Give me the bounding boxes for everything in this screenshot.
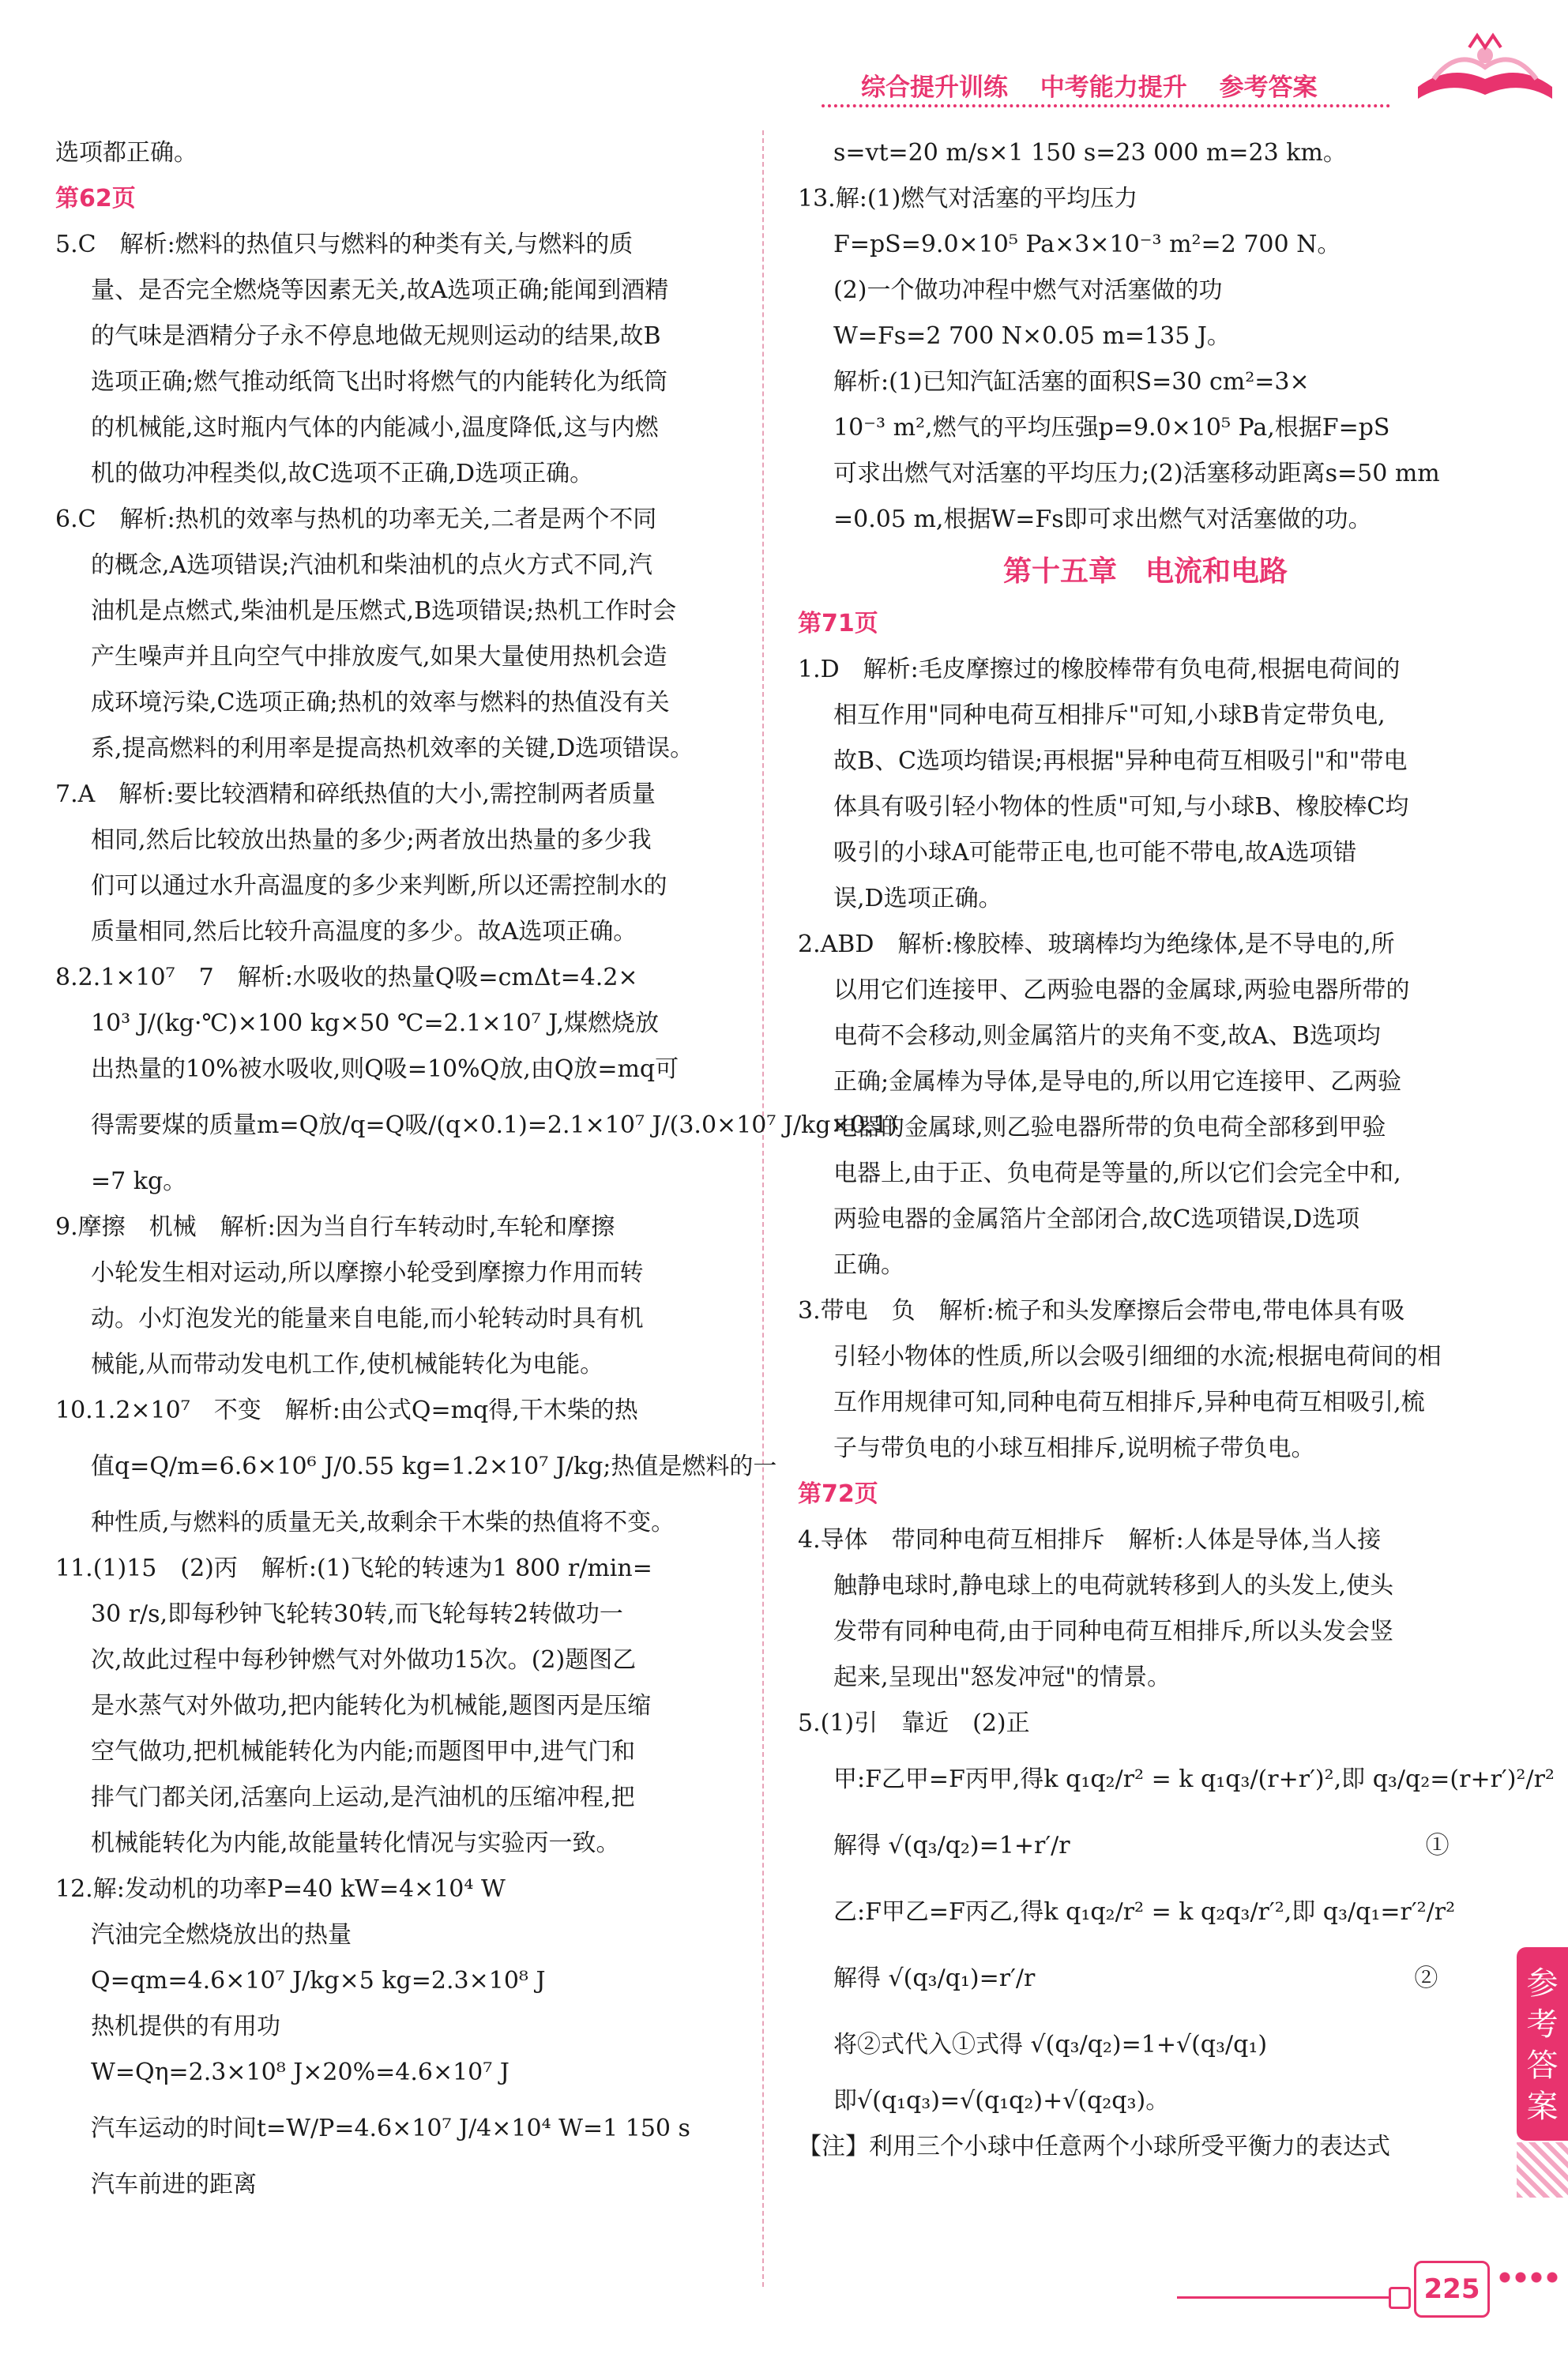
- text-line: 起来,呈现出"怒发冲冠"的情景。: [833, 1664, 1171, 1691]
- text-line: 10⁻³ m²,燃气的平均压强p=9.0×10⁵ Pa,根据F=pS: [833, 414, 1390, 442]
- text-line: 相互作用"同种电荷互相排斥"可知,小球B肯定带负电,: [833, 701, 1386, 729]
- formula-line: 甲:F乙甲=F丙甲,得k q₁q₂/r² = k q₁q₃/(r+r′)²,即 q₃/q₂=(r+r′)²/r²: [833, 1765, 1555, 1793]
- text-line: 排气门都关闭,活塞向上运动,是汽油机的压缩冲程,把: [91, 1784, 635, 1811]
- text-line: 是水蒸气对外做功,把内能转化为机械能,题图丙是压缩: [91, 1692, 652, 1720]
- answer-line: 13.解:(1)燃气对活塞的平均压力: [798, 185, 1138, 212]
- text-line: 误,D选项正确。: [833, 885, 1002, 912]
- side-decoration: [1517, 2142, 1568, 2198]
- answer-line: 10.1.2×10⁷ 不变 解析:由公式Q=mq得,干木柴的热: [55, 1397, 638, 1424]
- formula-line: 将②式代入①式得 √(q₃/q₂)=1+√(q₃/q₁): [833, 2031, 1268, 2059]
- text-line: 选项都正确。: [55, 139, 197, 167]
- header-divider: [822, 104, 1390, 107]
- answer-line: 7.A 解析:要比较酒精和碎纸热值的大小,需控制两者质量: [55, 780, 656, 808]
- text-line: 选项正确;燃气推动纸筒飞出时将燃气的内能转化为纸筒: [91, 368, 668, 396]
- text-line: 油机是点燃式,柴油机是压燃式,B选项错误;热机工作时会: [91, 597, 677, 625]
- answer-line: 1.D 解析:毛皮摩擦过的橡胶棒带有负电荷,根据电荷间的: [798, 656, 1401, 683]
- book-logo-icon: [1402, 32, 1568, 111]
- text-line: 以用它们连接甲、乙两验电器的金属球,两验电器所带的: [833, 976, 1410, 1004]
- note-line: 【注】利用三个小球中任意两个小球所受平衡力的表达式: [798, 2133, 1390, 2160]
- text-line: 空气做功,把机械能转化为内能;而题图甲中,进气门和: [91, 1738, 636, 1765]
- text-line: 成环境污染,C选项正确;热机的效率与燃料的热值没有关: [91, 689, 670, 716]
- footer-square-icon: [1389, 2287, 1411, 2309]
- formula-line: 解得 √(q₃/q₁)=r′/r ②: [833, 1965, 1438, 1992]
- header-item: 综合提升训练: [861, 73, 1008, 102]
- text-line: 质量相同,然后比较升高温度的多少。故A选项正确。: [91, 918, 637, 946]
- header-title: [861, 67, 1341, 103]
- page-heading: 第62页: [55, 185, 136, 212]
- text-line: 机械能转化为内能,故能量转化情况与实验丙一致。: [91, 1829, 620, 1857]
- formula-line: 乙:F甲乙=F丙乙,得k q₁q₂/r² = k q₂q₃/r′²,即 q₃/q₁=r′²/r²: [833, 1898, 1456, 1926]
- answer-line: 9.摩擦 机械 解析:因为当自行车转动时,车轮和摩擦: [55, 1213, 615, 1241]
- text-line: 引轻小物体的性质,所以会吸引细细的水流;根据电荷间的相: [833, 1343, 1442, 1371]
- text-line: 故B、C选项均错误;再根据"异种电荷互相吸引"和"带电: [833, 747, 1408, 775]
- answer-line: 4.导体 带同种电荷互相排斥 解析:人体是导体,当人接: [798, 1526, 1382, 1554]
- answer-line: 12.解:发动机的功率P=40 kW=4×10⁴ W: [55, 1875, 506, 1903]
- text-line: 电荷不会移动,则金属箔片的夹角不变,故A、B选项均: [833, 1022, 1381, 1050]
- text-line: 汽车前进的距离: [91, 2171, 257, 2198]
- text-line: 机的做功冲程类似,故C选项不正确,D选项正确。: [91, 460, 594, 487]
- answer-line: 11.(1)15 (2)丙 解析:(1)飞轮的转速为1 800 r/min=: [55, 1555, 652, 1582]
- text-line: W=Fs=2 700 N×0.05 m=135 J。: [833, 322, 1231, 350]
- text-line: 械能,从而带动发电机工作,使机械能转化为电能。: [91, 1351, 604, 1378]
- text-line: 动。小灯泡发光的能量来自电能,而小轮转动时具有机: [91, 1305, 644, 1333]
- text-line: 发带有同种电荷,由于同种电荷互相排斥,所以头发会竖: [833, 1618, 1394, 1645]
- formula-line: 汽车运动的时间t=W/P=4.6×10⁷ J/4×10⁴ W=1 150 s: [91, 2115, 690, 2142]
- text-line: 30 r/s,即每秒钟飞轮转30转,而飞轮每转2转做功一: [91, 1600, 623, 1628]
- side-tab-label: 参考答案: [1526, 1965, 1559, 2125]
- text-line: Q=qm=4.6×10⁷ J/kg×5 kg=2.3×10⁸ J: [91, 1967, 546, 1995]
- text-line: 量、是否完全燃烧等因素无关,故A选项正确;能闻到酒精: [91, 276, 669, 304]
- page-heading: 第72页: [798, 1480, 878, 1508]
- answer-line: 3.带电 负 解析:梳子和头发摩擦后会带电,带电体具有吸: [798, 1297, 1405, 1325]
- text-line: 体具有吸引轻小物体的性质"可知,与小球B、橡胶棒C均: [833, 793, 1409, 821]
- text-line: 的机械能,这时瓶内气体的内能减小,温度降低,这与内燃: [91, 414, 659, 442]
- footer-line: [1177, 2296, 1390, 2299]
- text-line: 10³ J/(kg·℃)×100 kg×50 ℃=2.1×10⁷ J,煤燃烧放: [91, 1010, 660, 1037]
- text-line: 们可以通过水升高温度的多少来判断,所以还需控制水的: [91, 872, 667, 900]
- text-line: 系,提高燃料的利用率是提高热机效率的关键,D选项错误。: [91, 735, 694, 762]
- text-line: 互作用规律可知,同种电荷互相排斥,异种电荷互相吸引,梳: [833, 1389, 1425, 1416]
- text-line: 的概念,A选项错误;汽油机和柴油机的点火方式不同,汽: [91, 551, 652, 579]
- text-line: 正确;金属棒为导体,是导电的,所以用它连接甲、乙两验: [833, 1068, 1402, 1096]
- answer-line: 8.2.1×10⁷ 7 解析:水吸收的热量Q吸=cmΔt=4.2×: [55, 964, 638, 991]
- text-line: 次,故此过程中每秒钟燃气对外做功15次。(2)题图乙: [91, 1646, 637, 1674]
- text-line: 出热量的10%被水吸收,则Q吸=10%Q放,由Q放=mq可: [91, 1055, 679, 1083]
- text-line: 产生噪声并且向空气中排放废气,如果大量使用热机会造: [91, 643, 667, 671]
- text-line: (2)一个做功冲程中燃气对活塞做的功: [833, 276, 1223, 304]
- answer-line: 5.(1)引 靠近 (2)正: [798, 1709, 1030, 1737]
- text-line: 可求出燃气对活塞的平均压力;(2)活塞移动距离s=50 mm: [833, 460, 1440, 487]
- text-line: 正确。: [833, 1251, 904, 1279]
- text-line: 电器上,由于正、负电荷是等量的,所以它们会完全中和,: [833, 1160, 1401, 1187]
- text-line: 的气味是酒精分子永不停息地做无规则运动的结果,故B: [91, 322, 661, 350]
- page-dots-decoration: [1497, 2272, 1560, 2283]
- text-line: 子与带负电的小球互相排斥,说明梳子带负电。: [833, 1435, 1315, 1462]
- answers-side-tab: [1517, 1947, 1568, 2141]
- answer-line: 5.C 解析:燃料的热值只与燃料的种类有关,与燃料的质: [55, 231, 634, 258]
- text-line: 种性质,与燃料的质量无关,故剩余干木柴的热值将不变。: [91, 1509, 675, 1536]
- page-header: [0, 0, 1568, 115]
- text-line: s=vt=20 m/s×1 150 s=23 000 m=23 km。: [833, 139, 1347, 167]
- text-line: =0.05 m,根据W=Fs即可求出燃气对活塞做的功。: [833, 506, 1372, 533]
- text-line: 汽油完全燃烧放出的热量: [91, 1921, 352, 1949]
- formula-line: 即√(q₁q₃)=√(q₁q₂)+√(q₂q₃)。: [833, 2087, 1170, 2115]
- answer-line: 6.C 解析:热机的效率与热机的功率无关,二者是两个不同: [55, 506, 657, 533]
- header-item: 中考能力提升: [1040, 73, 1187, 102]
- text-line: W=Qη=2.3×10⁸ J×20%=4.6×10⁷ J: [91, 2059, 510, 2086]
- answer-line: 2.ABD 解析:橡胶棒、玻璃棒均为绝缘体,是不导电的,所: [798, 931, 1395, 958]
- page-heading: 第71页: [798, 610, 878, 637]
- text-line: 热机提供的有用功: [91, 2013, 280, 2040]
- text-line: =7 kg。: [91, 1168, 187, 1195]
- text-line: 解析:(1)已知汽缸活塞的面积S=30 cm²=3×: [833, 368, 1310, 396]
- text-line: 电器的金属球,则乙验电器所带的负电荷全部移到甲验: [833, 1114, 1386, 1141]
- text-line: 相同,然后比较放出热量的多少;两者放出热量的多少我: [91, 826, 652, 854]
- chapter-title: 第十五章 电流和电路: [1002, 555, 1288, 588]
- page-number: 225: [1414, 2261, 1490, 2318]
- text-line: 小轮发生相对运动,所以摩擦小轮受到摩擦力作用而转: [91, 1259, 644, 1287]
- text-line: 触静电球时,静电球上的电荷就转移到人的头发上,使头: [833, 1572, 1394, 1600]
- text-line: 两验电器的金属箔片全部闭合,故C选项错误,D选项: [833, 1205, 1360, 1233]
- column-divider: [762, 130, 764, 2287]
- formula-line: 解得 √(q₃/q₂)=1+r′/r ①: [833, 1832, 1450, 1859]
- formula-line: 得需要煤的质量m=Q放/q=Q吸/(q×0.1)=2.1×10⁷ J/(3.0×10⁷ J/kg×0.1): [91, 1111, 897, 1139]
- formula-line: 值q=Q/m=6.6×10⁶ J/0.55 kg=1.2×10⁷ J/kg;热值是燃料的一: [91, 1453, 777, 1480]
- text-line: F=pS=9.0×10⁵ Pa×3×10⁻³ m²=2 700 N。: [833, 231, 1341, 258]
- header-item: 参考答案: [1219, 73, 1318, 102]
- text-line: 吸引的小球A可能带正电,也可能不带电,故A选项错: [833, 839, 1357, 867]
